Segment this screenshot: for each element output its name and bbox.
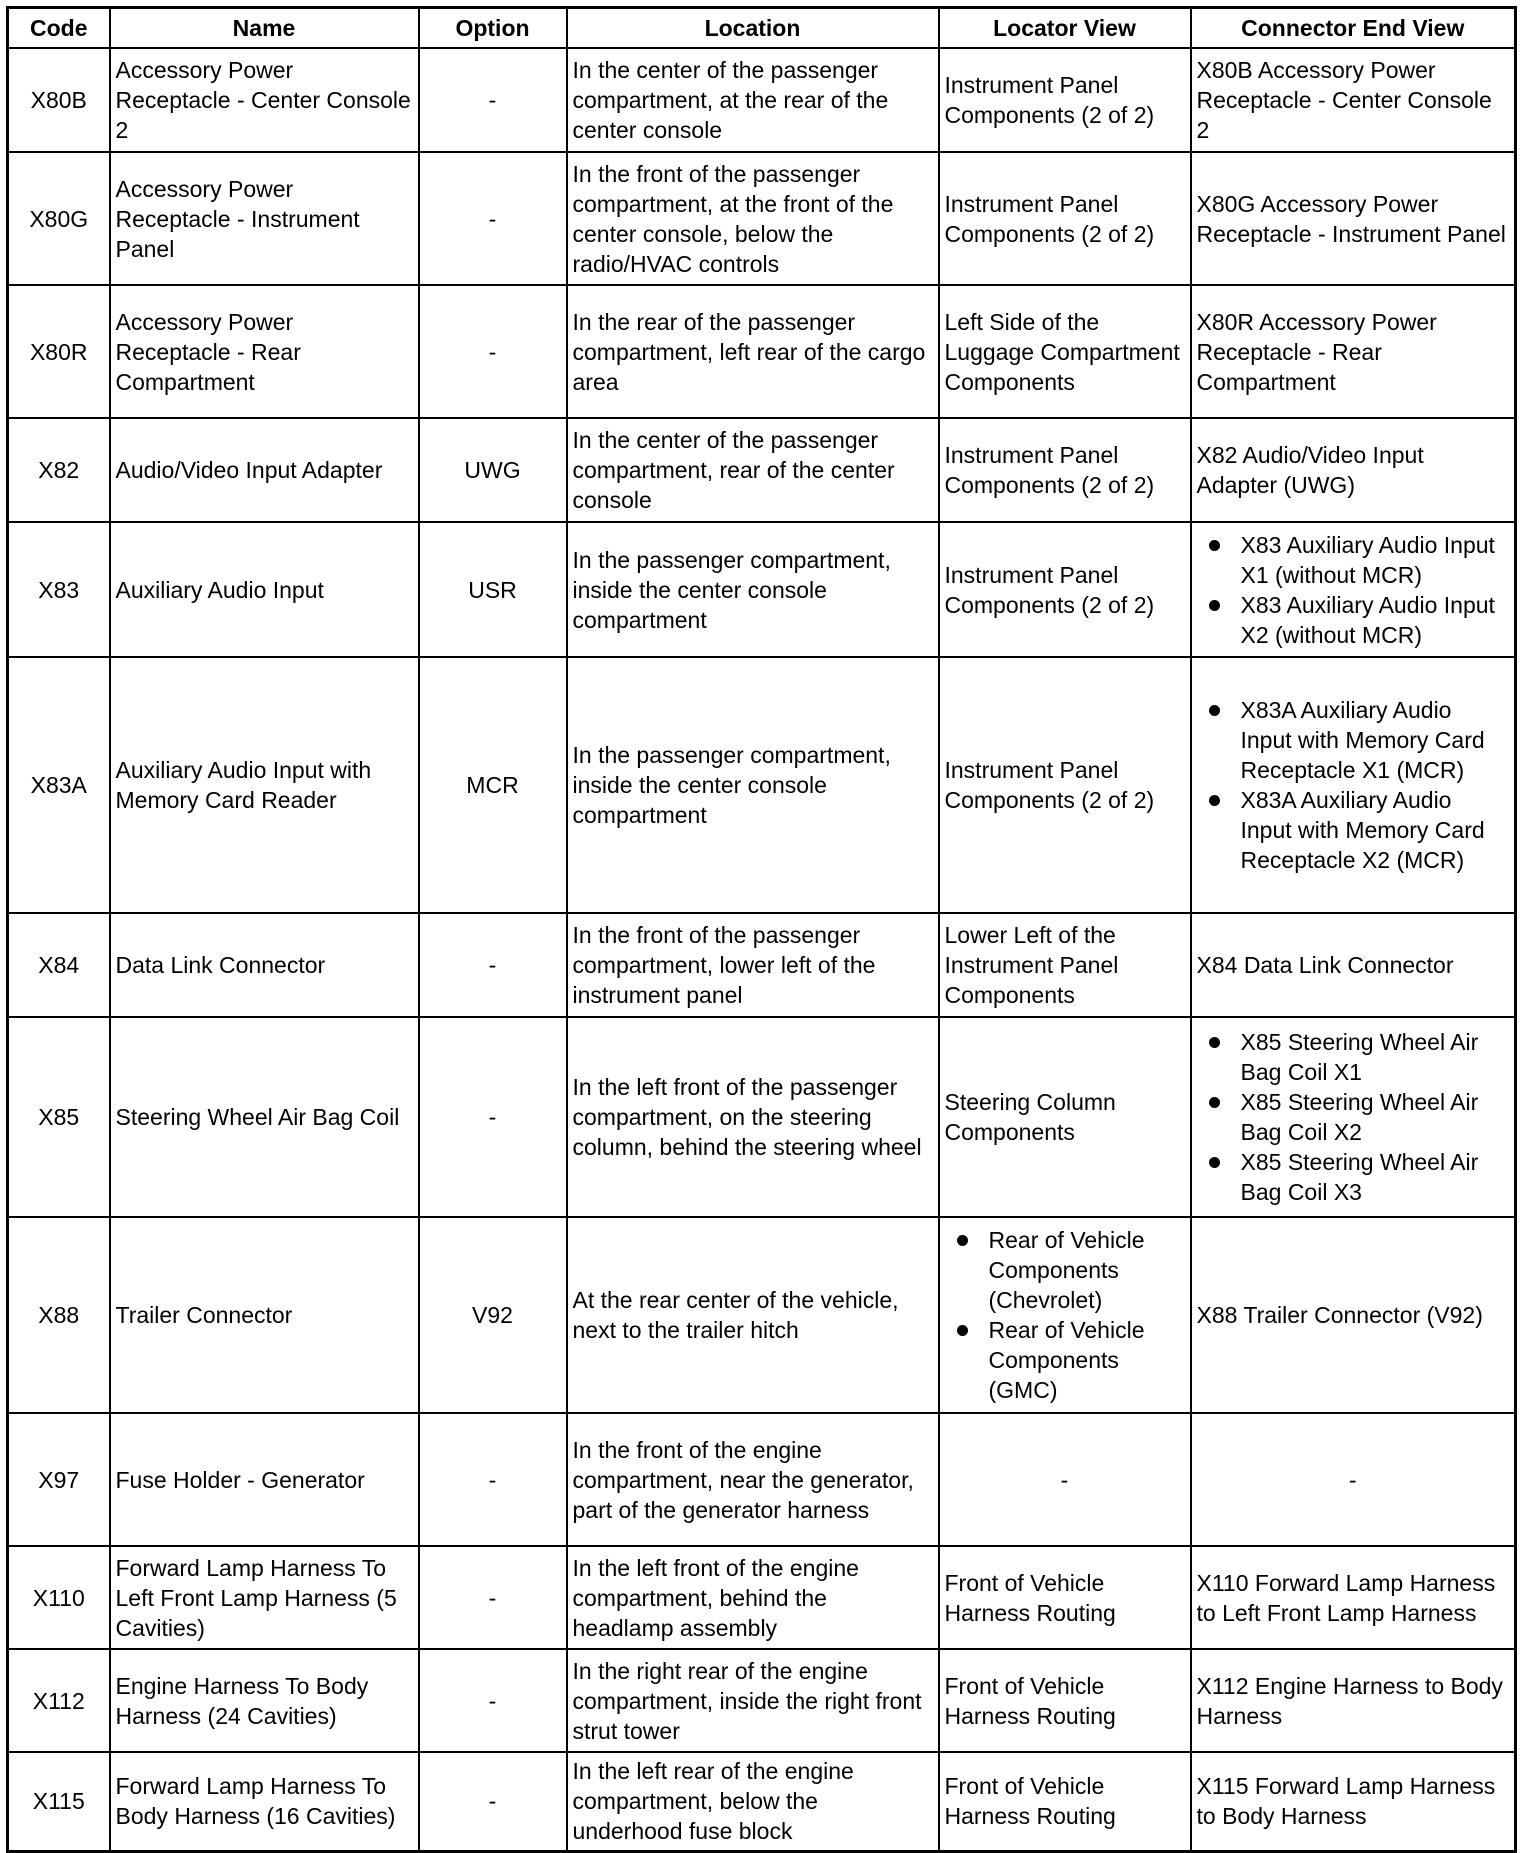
cell-connector-end-view: X112 Engine Harness to Body Harness — [1191, 1649, 1516, 1752]
table-row — [8, 1217, 1516, 1413]
cell-code: X84 — [8, 913, 110, 1017]
cell-code: X83 — [8, 522, 110, 657]
list-item: X85 Steering Wheel Air Bag Coil X1 — [1241, 1027, 1510, 1087]
table-row — [8, 48, 1516, 152]
header-code: Code — [8, 8, 110, 49]
cell-connector-end-view: X80G Accessory Power Receptacle - Instrument Panel — [1191, 152, 1516, 285]
cell-location: In the passenger compartment, inside the center console compartment — [567, 657, 939, 913]
cell-locator-view: Left Side of the Luggage Compartment Components — [939, 285, 1191, 418]
cell-connector-end-view: X82 Audio/Video Input Adapter (UWG) — [1191, 418, 1516, 522]
list-item: X83A Auxiliary Audio Input with Memory Card Receptacle X1 (MCR) — [1241, 695, 1510, 785]
header-location: Location — [567, 8, 939, 49]
cell-code: X85 — [8, 1017, 110, 1217]
table-row — [8, 1752, 1516, 1851]
cell-location: In the right rear of the engine compartment, inside the right front strut tower — [567, 1649, 939, 1752]
cell-name: Accessory Power Receptacle - Center Console 2 — [110, 48, 419, 152]
table-row — [8, 418, 1516, 522]
cell-locator-view: Instrument Panel Components (2 of 2) — [939, 48, 1191, 152]
header-option: Option — [419, 8, 567, 49]
list-item: X85 Steering Wheel Air Bag Coil X2 — [1241, 1087, 1510, 1147]
cell-connector-end-view: X110 Forward Lamp Harness to Left Front Lamp Harness — [1191, 1546, 1516, 1649]
list-item: X83 Auxiliary Audio Input X2 (without MCR) — [1241, 590, 1510, 650]
cell-locator-view: Instrument Panel Components (2 of 2) — [939, 522, 1191, 657]
cell-locator-view: Steering Column Components — [939, 1017, 1191, 1217]
cell-option: - — [419, 285, 567, 418]
cell-option: - — [419, 1413, 567, 1546]
cell-location: In the front of the passenger compartment, lower left of the instrument panel — [567, 913, 939, 1017]
cell-name: Trailer Connector — [110, 1217, 419, 1413]
cell-code: X83A — [8, 657, 110, 913]
cell-location: In the center of the passenger compartment, rear of the center console — [567, 418, 939, 522]
table-row — [8, 152, 1516, 285]
cell-connector-end-view: X84 Data Link Connector — [1191, 913, 1516, 1017]
cell-connector-end-view: X115 Forward Lamp Harness to Body Harness — [1191, 1752, 1516, 1851]
cell-name: Auxiliary Audio Input with Memory Card Reader — [110, 657, 419, 913]
cell-code: X80G — [8, 152, 110, 285]
list-item: X83 Auxiliary Audio Input X1 (without MCR) — [1241, 530, 1510, 590]
cell-location: In the left front of the passenger compartment, on the steering column, behind the steering wheel — [567, 1017, 939, 1217]
cell-locator-view: Instrument Panel Components (2 of 2) — [939, 152, 1191, 285]
connector-table — [6, 6, 1517, 1853]
cell-code: X115 — [8, 1752, 110, 1851]
cell-code: X112 — [8, 1649, 110, 1752]
cell-location: In the front of the passenger compartment, at the front of the center console, below the radio/HVAC controls — [567, 152, 939, 285]
cell-code: X97 — [8, 1413, 110, 1546]
cell-name: Auxiliary Audio Input — [110, 522, 419, 657]
table-row — [8, 1649, 1516, 1752]
cell-code: X80B — [8, 48, 110, 152]
cell-name: Forward Lamp Harness To Body Harness (16 Cavities) — [110, 1752, 419, 1851]
cell-code: X88 — [8, 1217, 110, 1413]
cell-connector-end-view: - — [1191, 1413, 1516, 1546]
cell-locator-view — [939, 1217, 1191, 1413]
cell-locator-view: Lower Left of the Instrument Panel Components — [939, 913, 1191, 1017]
cell-location: In the left rear of the engine compartment, below the underhood fuse block — [567, 1752, 939, 1851]
table-row — [8, 1413, 1516, 1546]
cell-location: In the front of the engine compartment, near the generator, part of the generator harness — [567, 1413, 939, 1546]
cell-option: - — [419, 1752, 567, 1851]
header-name: Name — [110, 8, 419, 49]
list-item: X85 Steering Wheel Air Bag Coil X3 — [1241, 1147, 1510, 1207]
cell-option: - — [419, 1649, 567, 1752]
cell-name: Forward Lamp Harness To Left Front Lamp Harness (5 Cavities) — [110, 1546, 419, 1649]
cell-location: In the center of the passenger compartment, at the rear of the center console — [567, 48, 939, 152]
cell-location: In the passenger compartment, inside the center console compartment — [567, 522, 939, 657]
list-item: Rear of Vehicle Components (Chevrolet) — [989, 1225, 1185, 1315]
cell-option: USR — [419, 522, 567, 657]
cell-option: - — [419, 48, 567, 152]
bullet-list — [1197, 530, 1510, 650]
cell-code: X80R — [8, 285, 110, 418]
cell-option: MCR — [419, 657, 567, 913]
cell-name: Accessory Power Receptacle - Rear Compartment — [110, 285, 419, 418]
cell-name: Steering Wheel Air Bag Coil — [110, 1017, 419, 1217]
cell-connector-end-view — [1191, 657, 1516, 913]
cell-connector-end-view: X80B Accessory Power Receptacle - Center Console 2 — [1191, 48, 1516, 152]
header-locator-view: Locator View — [939, 8, 1191, 49]
cell-location: In the left front of the engine compartment, behind the headlamp assembly — [567, 1546, 939, 1649]
bullet-list — [1197, 695, 1510, 875]
cell-name: Audio/Video Input Adapter — [110, 418, 419, 522]
cell-option: V92 — [419, 1217, 567, 1413]
cell-name: Data Link Connector — [110, 913, 419, 1017]
cell-locator-view: Front of Vehicle Harness Routing — [939, 1546, 1191, 1649]
list-item: X83A Auxiliary Audio Input with Memory Card Receptacle X2 (MCR) — [1241, 785, 1510, 875]
cell-connector-end-view — [1191, 1017, 1516, 1217]
table-row — [8, 522, 1516, 657]
cell-connector-end-view: X88 Trailer Connector (V92) — [1191, 1217, 1516, 1413]
cell-code: X82 — [8, 418, 110, 522]
cell-name: Fuse Holder - Generator — [110, 1413, 419, 1546]
cell-name: Engine Harness To Body Harness (24 Cavities) — [110, 1649, 419, 1752]
cell-connector-end-view — [1191, 522, 1516, 657]
cell-option: UWG — [419, 418, 567, 522]
cell-option: - — [419, 1017, 567, 1217]
header-row — [8, 8, 1516, 49]
cell-locator-view: Instrument Panel Components (2 of 2) — [939, 657, 1191, 913]
cell-locator-view: Front of Vehicle Harness Routing — [939, 1752, 1191, 1851]
cell-location: In the rear of the passenger compartment, left rear of the cargo area — [567, 285, 939, 418]
table-row — [8, 657, 1516, 913]
cell-connector-end-view: X80R Accessory Power Receptacle - Rear Compartment — [1191, 285, 1516, 418]
cell-option: - — [419, 152, 567, 285]
cell-location: At the rear center of the vehicle, next to the trailer hitch — [567, 1217, 939, 1413]
table-row — [8, 913, 1516, 1017]
table-row — [8, 1546, 1516, 1649]
cell-code: X110 — [8, 1546, 110, 1649]
table-row — [8, 1017, 1516, 1217]
bullet-list — [1197, 1027, 1510, 1207]
header-connector-end-view: Connector End View — [1191, 8, 1516, 49]
list-item: Rear of Vehicle Components (GMC) — [989, 1315, 1185, 1405]
cell-locator-view: - — [939, 1413, 1191, 1546]
table-row — [8, 285, 1516, 418]
cell-locator-view: Front of Vehicle Harness Routing — [939, 1649, 1191, 1752]
cell-name: Accessory Power Receptacle - Instrument Panel — [110, 152, 419, 285]
cell-locator-view: Instrument Panel Components (2 of 2) — [939, 418, 1191, 522]
cell-option: - — [419, 1546, 567, 1649]
bullet-list — [945, 1225, 1185, 1405]
cell-option: - — [419, 913, 567, 1017]
